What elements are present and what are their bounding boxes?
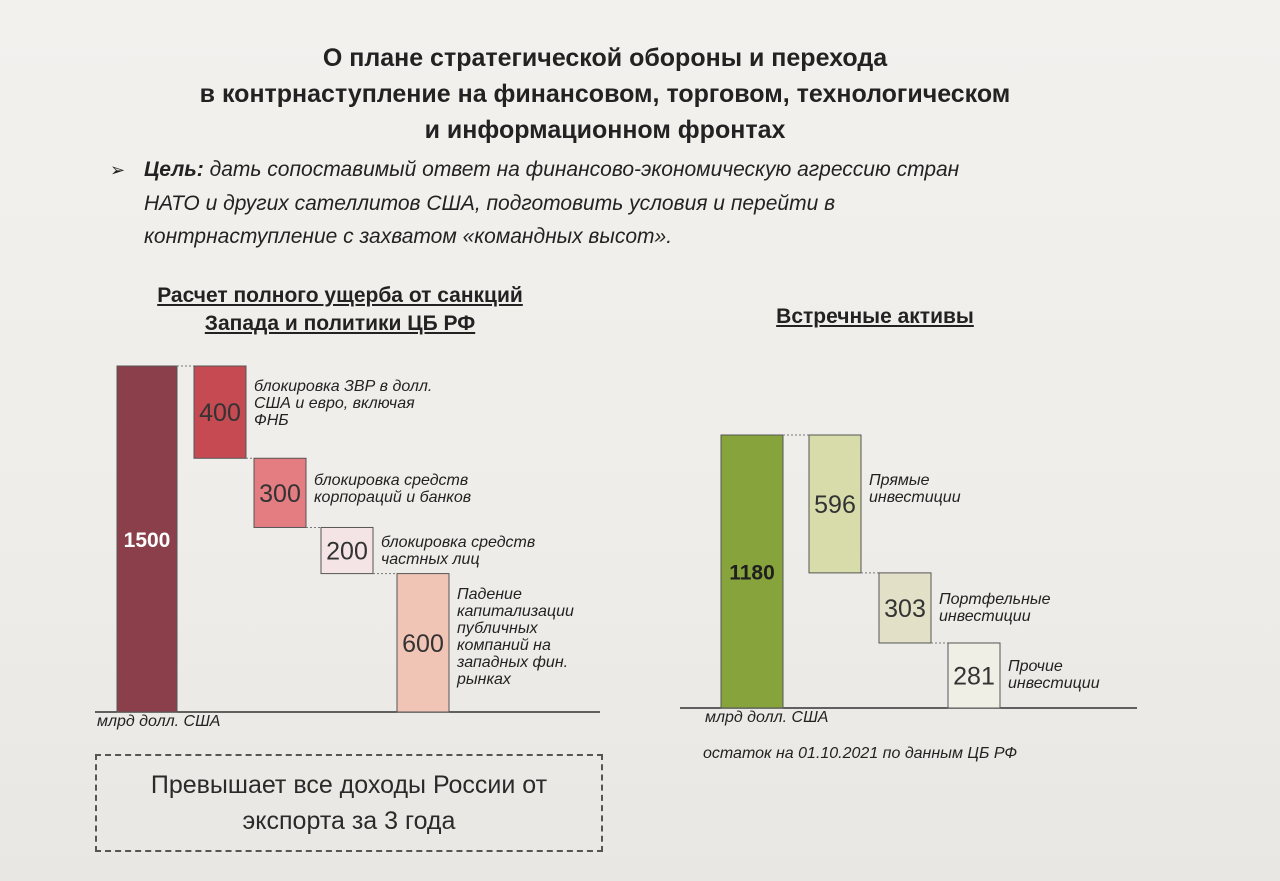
damage-bar-2-description: блокировка средств корпораций и банков — [314, 472, 472, 507]
goal-line-3: контрнаступление с захватом «командных высот». — [144, 225, 673, 248]
title-line-1: О плане стратегической обороны и перехода — [322, 44, 888, 72]
assets-bar-3-value-label: 281 — [953, 662, 995, 691]
conclusion-line-1: Превышает все доходы России от — [150, 771, 548, 799]
assets-bar-1-value-label: 596 — [814, 490, 856, 519]
damage-chart-unit: млрд долл. США — [97, 713, 221, 730]
bullet-arrow-icon: ➢ — [110, 160, 126, 180]
assets-bar-2-description: Портфельные инвестиции — [939, 590, 1051, 625]
conclusion-line-2: экспорта за 3 года — [242, 807, 456, 835]
damage-bar-1-description: блокировка ЗВР в долл. США и евро, включая ФНБ — [254, 378, 433, 429]
damage-bar-4-value-label: 600 — [402, 629, 444, 658]
assets-bar-2-value-label: 303 — [884, 594, 926, 623]
conclusion-box — [95, 754, 603, 852]
damage-chart-title-line-2: Запада и политики ЦБ РФ — [204, 312, 476, 335]
damage-total-value-label: 1500 — [123, 529, 171, 552]
assets-total-value-label: 1180 — [729, 561, 775, 585]
assets-chart-note: остаток на 01.10.2021 по данным ЦБ РФ — [703, 745, 1018, 762]
assets-chart-unit: млрд долл. США — [705, 709, 829, 726]
damage-bar-4-description: Падение капитализации публичных компаний на западных фин. рынках — [457, 585, 574, 688]
goal-lead: Цель: — [144, 158, 204, 181]
damage-bar-1-value-label: 400 — [199, 399, 241, 428]
goal-line-2: НАТО и других сателлитов США, подготовить условия и перейти в — [144, 192, 836, 215]
damage-bar-2-value-label: 300 — [259, 479, 301, 508]
assets-chart-title: Встречные активы — [776, 305, 974, 328]
damage-bar-3-value-label: 200 — [326, 537, 368, 566]
damage-chart-title-line-1: Расчет полного ущерба от санкций — [157, 284, 523, 307]
title-line-3: и информационном фронтах — [424, 116, 786, 144]
title-line-2: в контрнаступление на финансовом, торговом, технологическом — [199, 80, 1011, 108]
damage-bar-3-description: блокировка средств частных лиц — [381, 533, 536, 568]
assets-bar-1-description: Прямые инвестиции — [869, 471, 961, 506]
assets-bar-3-description: Прочие инвестиции — [1008, 658, 1100, 693]
goal-text-1: дать сопоставимый ответ на финансово-экономическую агрессию стран — [209, 158, 960, 181]
